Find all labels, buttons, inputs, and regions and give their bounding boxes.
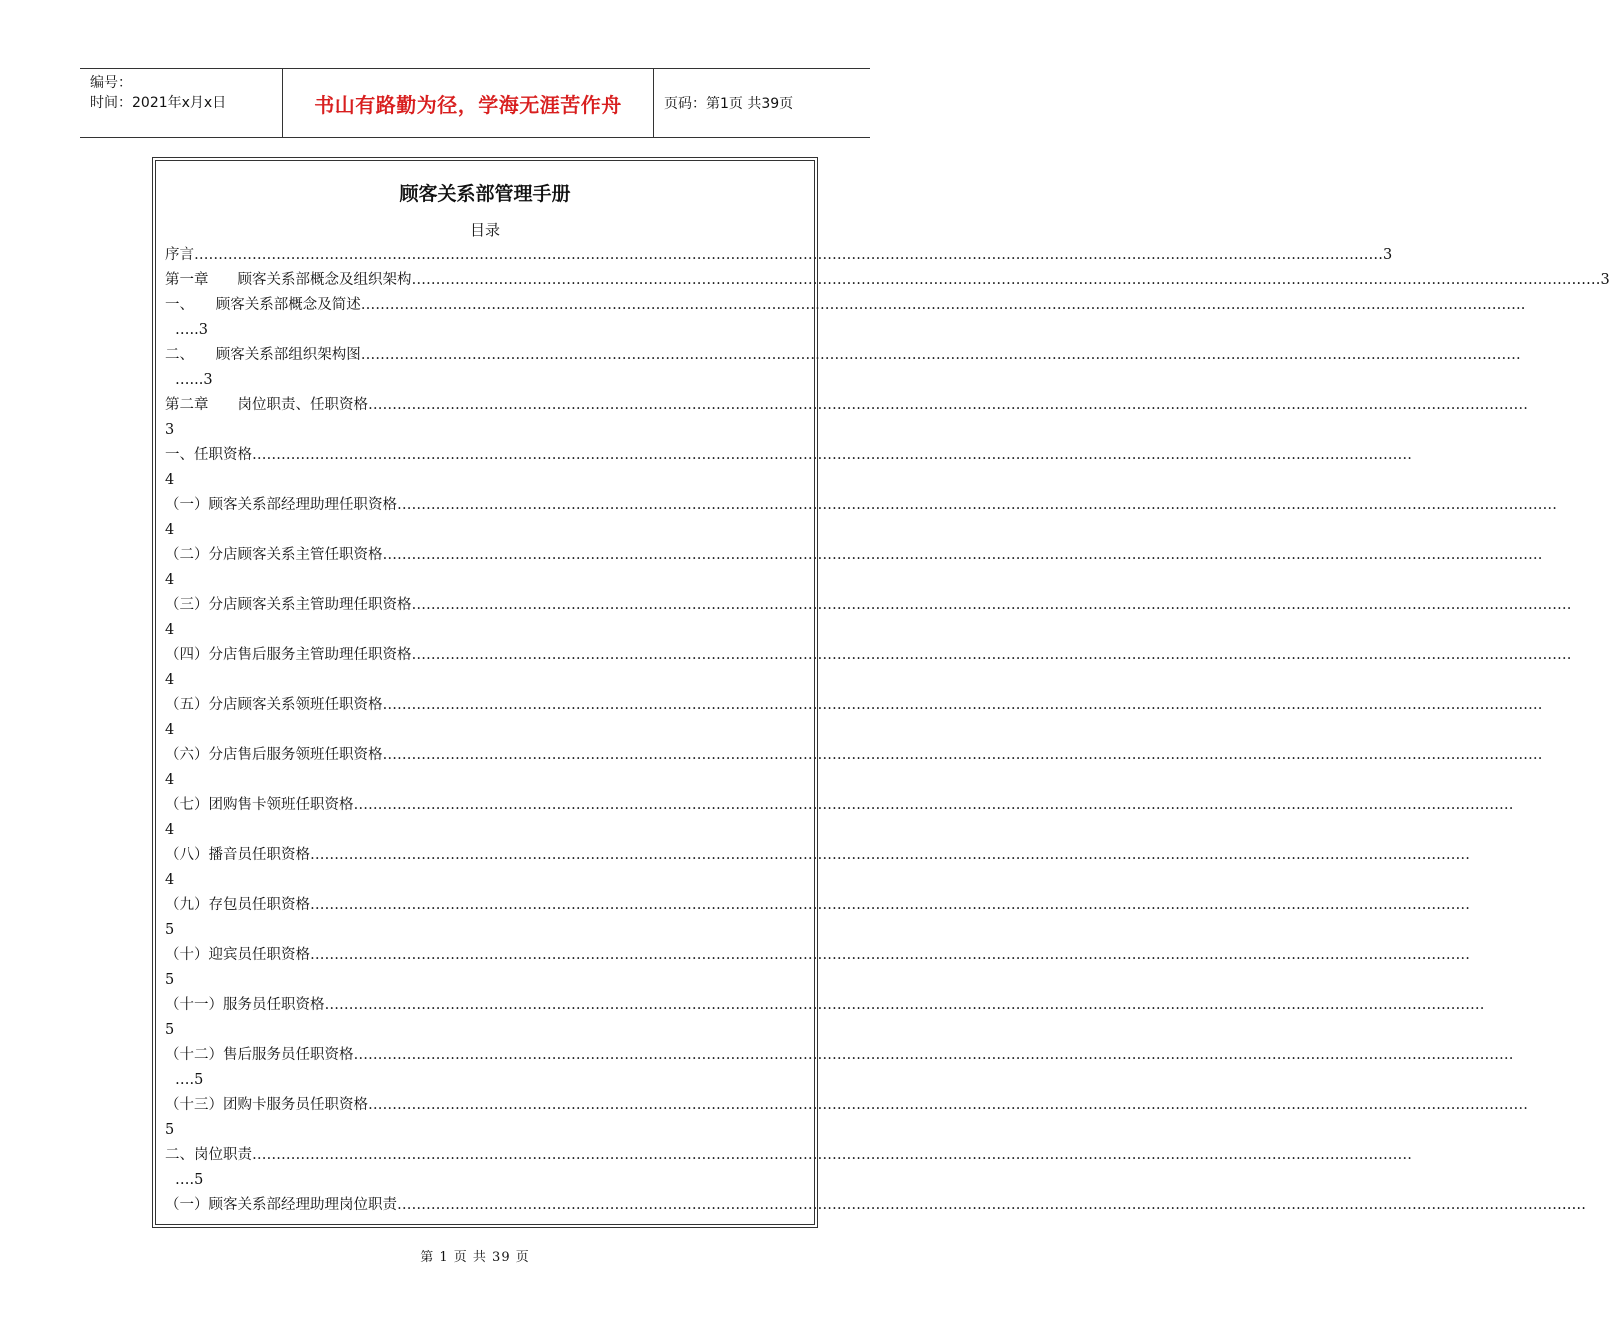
toc-entry-line	[165, 493, 1557, 518]
toc-entry-page-wrap: 4	[165, 522, 175, 538]
toc-entry-line	[165, 743, 1543, 768]
toc-entry-line	[165, 1143, 1412, 1168]
toc-entry-line	[165, 943, 1470, 968]
toc-entry[interactable]	[165, 593, 1572, 643]
toc-heading: 目录	[469, 221, 500, 239]
toc-leader-dots: ……………………………………………………………………………………………………………………………………………………………………………………………………………………	[353, 797, 1514, 813]
toc-entry-page-wrap: 4	[165, 622, 175, 638]
content-frame	[152, 157, 1610, 1228]
header-motto: 书山有路勤为径，学海无涯苦作舟	[282, 69, 654, 137]
toc-entry-title: 一、 顾客关系部概念及简述	[165, 297, 361, 313]
toc-entry-line	[165, 1043, 1514, 1068]
toc-leader-dots: ……………………………………………………………………………………………………………………………………………………………………………………………………………………	[252, 447, 1412, 463]
toc-entry-page-wrap: …..3	[175, 322, 208, 338]
toc-entry[interactable]	[165, 543, 1543, 593]
toc-leader-dots: ……………………………………………………………………………………………………………………………………………………………………………………………………………………	[382, 697, 1543, 713]
table-of-contents	[165, 243, 1610, 1218]
toc-entry-page: ……	[1557, 1197, 1586, 1213]
toc-entry-title: 二、岗位职责	[165, 1147, 252, 1163]
toc-entry-line	[165, 293, 1526, 318]
header-page-info: 页码：第1页 共39页	[664, 96, 794, 112]
toc-leader-dots: ……………………………………………………………………………………………………………………………………………………………………………………………………………………	[382, 547, 1543, 563]
toc-entry-title: （十一）服务员任职资格	[165, 997, 325, 1013]
toc-entry-title: 一、任职资格	[165, 447, 252, 463]
toc-entry-line	[165, 1193, 1586, 1218]
toc-entry-title: （十）迎宾员任职资格	[165, 947, 310, 963]
toc-entry[interactable]	[165, 1043, 1514, 1093]
toc-entry-page-wrap: 5	[165, 922, 175, 938]
toc-entry[interactable]	[165, 443, 1412, 493]
toc-entry[interactable]	[165, 243, 1393, 268]
toc-leader-dots: ……………………………………………………………………………………………………………………………………………………………………………………………………………………	[252, 1147, 1412, 1163]
toc-leader-dots: ……………………………………………………………………………………………………………………………………………………………………………………………………………………	[397, 1197, 1557, 1213]
toc-entry-title: 二、 顾客关系部组织架构图	[165, 347, 361, 363]
toc-entry-page-wrap: 3	[165, 422, 175, 438]
toc-entry[interactable]	[165, 693, 1543, 743]
toc-leader-dots: ……………………………………………………………………………………………………………………………………………………………………………………………………………………	[411, 272, 1572, 288]
toc-entry-title: （五）分店顾客关系领班任职资格	[165, 697, 383, 713]
toc-leader-dots: ……………………………………………………………………………………………………………………………………………………………………………………………………………………	[411, 647, 1572, 663]
toc-leader-dots: ……………………………………………………………………………………………………………………………………………………………………………………………………………………	[397, 497, 1557, 513]
toc-entry[interactable]	[165, 493, 1557, 543]
toc-entry[interactable]	[165, 393, 1528, 443]
toc-entry-page: ……3	[1571, 272, 1610, 288]
toc-entry-page-wrap: 4	[165, 722, 175, 738]
toc-entry[interactable]	[165, 743, 1543, 793]
toc-leader-dots: ……………………………………………………………………………………………………………………………………………………………………………………………………………………	[368, 397, 1528, 413]
toc-entry[interactable]	[165, 1093, 1528, 1143]
toc-entry-title: （四）分店售后服务主管助理任职资格	[165, 647, 412, 663]
toc-entry-page-wrap: 4	[165, 872, 175, 888]
toc-entry[interactable]	[165, 643, 1572, 693]
toc-entry-page-wrap: 5	[165, 972, 175, 988]
toc-entry-title: 序言	[165, 247, 194, 263]
toc-leader-dots: ……………………………………………………………………………………………………………………………………………………………………………………………………………………	[310, 847, 1470, 863]
toc-entry-line	[165, 243, 1393, 268]
toc-entry-line	[165, 593, 1572, 618]
toc-entry-page: .	[1520, 297, 1526, 313]
toc-entry[interactable]	[165, 268, 1610, 293]
toc-entry[interactable]	[165, 343, 1521, 393]
toc-entry-line	[165, 443, 1412, 468]
toc-entry-line	[165, 843, 1470, 868]
toc-entry-title: （一）顾客关系部经理助理岗位职责	[165, 1197, 397, 1213]
toc-entry-line	[165, 1093, 1528, 1118]
toc-entry-line	[165, 543, 1543, 568]
toc-entry-page-wrap: 4	[165, 572, 175, 588]
header-meta	[80, 69, 282, 137]
toc-leader-dots: ……………………………………………………………………………………………………………………………………………………………………………………………………………………	[324, 997, 1485, 1013]
toc-leader-dots: ……………………………………………………………………………………………………………………………………………………………………………………………………………………	[411, 597, 1572, 613]
toc-entry[interactable]	[165, 1193, 1586, 1218]
toc-entry-line	[165, 993, 1485, 1018]
toc-entry[interactable]	[165, 1143, 1412, 1193]
number-label: 编号：	[90, 75, 132, 91]
toc-leader-dots: ……………………………………………………………………………………………………………………………………………………………………………………………………………………	[310, 897, 1470, 913]
toc-entry-title: （九）存包员任职资格	[165, 897, 310, 913]
toc-entry-page-wrap: 4	[165, 772, 175, 788]
toc-entry[interactable]	[165, 293, 1526, 343]
toc-entry-line	[165, 693, 1543, 718]
toc-entry-page-wrap: 4	[165, 672, 175, 688]
toc-entry-title: （三）分店顾客关系主管助理任职资格	[165, 597, 412, 613]
toc-leader-dots: ……………………………………………………………………………………………………………………………………………………………………………………………………………………	[310, 947, 1470, 963]
toc-entry[interactable]	[165, 993, 1485, 1043]
toc-entry-page: ……3	[1354, 247, 1393, 263]
toc-entry-line	[165, 893, 1470, 918]
time-label: 时间：2021年x月x日	[90, 95, 227, 111]
toc-entry[interactable]	[165, 943, 1470, 993]
toc-entry-page-wrap: 5	[165, 1122, 175, 1138]
toc-leader-dots: ……………………………………………………………………………………………………………………………………………………………………………………………………………………	[360, 297, 1521, 313]
toc-entry-page-wrap: 4	[165, 472, 175, 488]
toc-entry-title: （一）顾客关系部经理助理任职资格	[165, 497, 397, 513]
toc-entry-page-wrap: ….5	[175, 1172, 204, 1188]
toc-entry-line	[165, 268, 1610, 293]
toc-entry-title: （十二）售后服务员任职资格	[165, 1047, 354, 1063]
toc-entry[interactable]	[165, 793, 1514, 843]
document-header	[80, 68, 870, 138]
toc-entry-title: （二）分店顾客关系主管任职资格	[165, 547, 383, 563]
content-frame-inner	[155, 160, 1610, 1225]
toc-entry-page-wrap: 4	[165, 822, 175, 838]
toc-leader-dots: ……………………………………………………………………………………………………………………………………………………………………………………………………………………	[368, 1097, 1528, 1113]
toc-entry-line	[165, 643, 1572, 668]
toc-entry-title: （六）分店售后服务领班任职资格	[165, 747, 383, 763]
toc-leader-dots: ……………………………………………………………………………………………………………………………………………………………………………………………………………………	[353, 1047, 1514, 1063]
toc-entry-title: 第二章 岗位职责、任职资格	[165, 397, 368, 413]
toc-entry-title: （七）团购售卡领班任职资格	[165, 797, 354, 813]
page-footer: 第 1 页 共 39 页	[420, 1250, 530, 1265]
toc-entry-page-wrap: 5	[165, 1022, 175, 1038]
toc-entry-line	[165, 393, 1528, 418]
toc-leader-dots: ……………………………………………………………………………………………………………………………………………………………………………………………………………………	[360, 347, 1521, 363]
toc-entry-page-wrap: …...3	[175, 372, 213, 388]
toc-entry-line	[165, 793, 1514, 818]
toc-leader-dots: ……………………………………………………………………………………………………………………………………………………………………………………………………………………	[382, 747, 1543, 763]
toc-entry[interactable]	[165, 893, 1470, 943]
toc-entry-title: 第一章 顾客关系部概念及组织架构	[165, 272, 412, 288]
toc-entry-line	[165, 343, 1521, 368]
toc-entry-title: （十三）团购卡服务员任职资格	[165, 1097, 368, 1113]
toc-entry[interactable]	[165, 843, 1470, 893]
document-title: 顾客关系部管理手册	[399, 183, 571, 205]
toc-entry-title: （八）播音员任职资格	[165, 847, 310, 863]
toc-entry-page-wrap: ….5	[175, 1072, 204, 1088]
toc-leader-dots: ……………………………………………………………………………………………………………………………………………………………………………………………………………………	[194, 247, 1354, 263]
